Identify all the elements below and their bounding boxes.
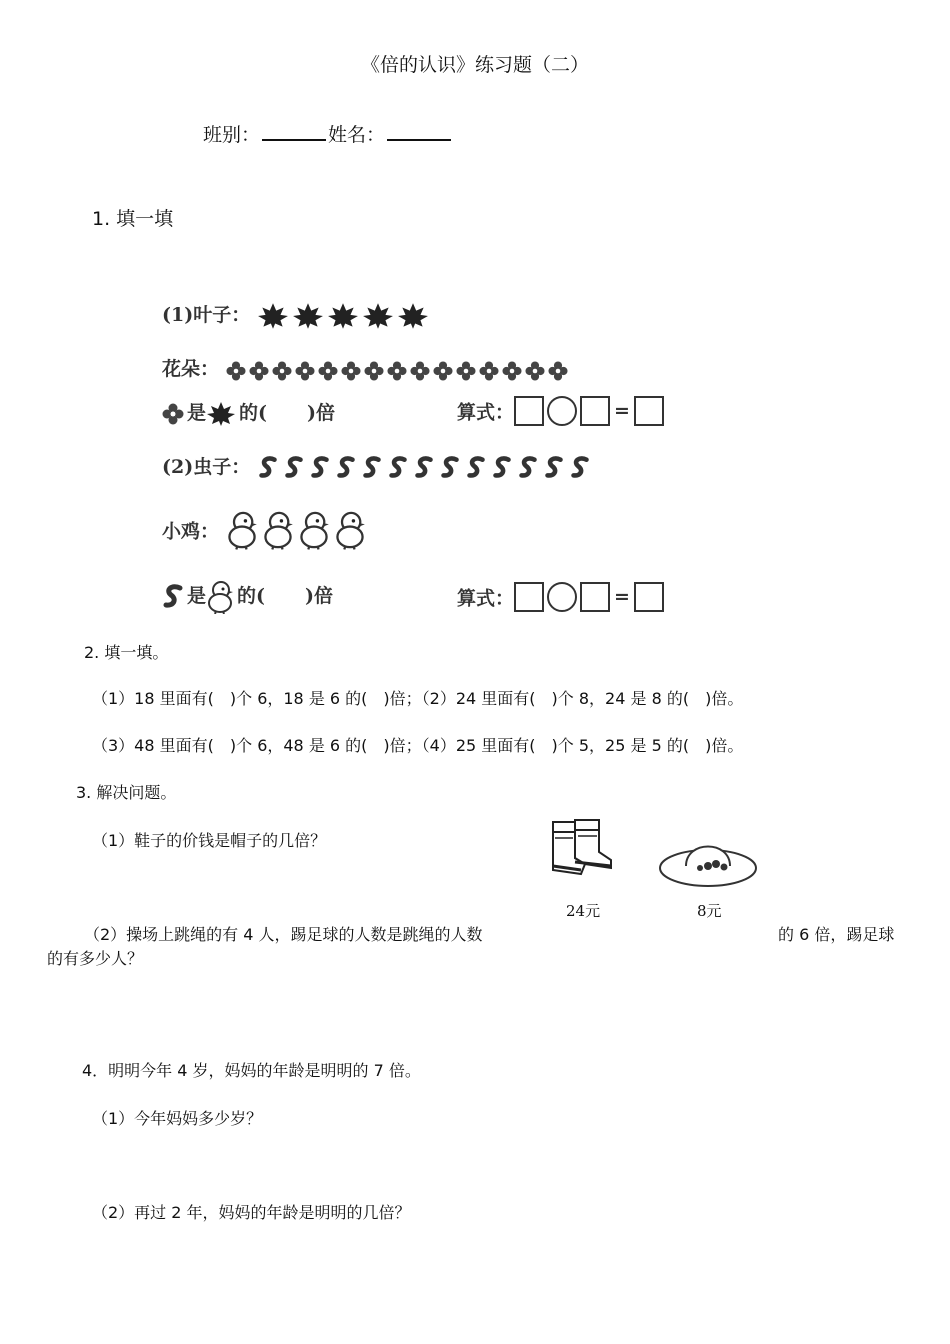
worm-row-label: (2)虫子： — [162, 456, 251, 478]
formula-box[interactable] — [580, 396, 610, 426]
worm-icon — [257, 456, 279, 480]
flower-row-label: 花朵： — [162, 358, 220, 380]
equals-sign: = — [614, 400, 630, 422]
q3-heading: 3. 解决问题。 — [76, 783, 177, 802]
boots-picture — [545, 818, 617, 888]
flower-icon — [162, 403, 184, 425]
class-label: 班别： — [203, 124, 261, 146]
chick-icon — [206, 580, 234, 614]
worm-icon — [569, 456, 591, 480]
worm-chick-question — [162, 580, 333, 614]
worm-icon — [465, 456, 487, 480]
flower-icon — [410, 361, 430, 381]
worm-icon — [335, 456, 357, 480]
maple-leaf-icon — [292, 302, 324, 330]
flower-icon — [548, 361, 568, 381]
flower-icon — [226, 361, 246, 381]
q3-sub1: （1）鞋子的价钱是帽子的几倍？ — [92, 831, 327, 850]
leaf-group — [257, 302, 432, 330]
boots-icon — [545, 818, 617, 888]
q1-heading: 1. 填一填 — [92, 208, 174, 230]
formula-label: 算式： — [457, 401, 515, 424]
is-text: 是 — [187, 402, 207, 424]
worm-icon — [517, 456, 539, 480]
operator-circle[interactable] — [547, 396, 577, 426]
chick-row-label: 小鸡： — [162, 520, 220, 543]
times-text: )倍 — [307, 402, 336, 424]
formula-label: 算式： — [457, 587, 515, 610]
flower-icon — [341, 361, 361, 381]
flower-icon — [364, 361, 384, 381]
name-blank[interactable] — [387, 121, 451, 141]
formula-2 — [457, 582, 664, 612]
operator-circle[interactable] — [547, 582, 577, 612]
chick-icon — [262, 510, 294, 550]
q2-heading: 2. 填一填。 — [84, 643, 169, 662]
formula-box[interactable] — [514, 582, 544, 612]
worm-row — [162, 452, 595, 480]
formula-box[interactable] — [580, 582, 610, 612]
chick-icon — [298, 510, 330, 550]
flower-icon — [387, 361, 407, 381]
worm-group — [257, 456, 595, 480]
worm-icon — [543, 456, 565, 480]
leaf-row — [162, 300, 432, 330]
times-text: )倍 — [305, 585, 334, 607]
flower-icon — [249, 361, 269, 381]
boots-price: 24元 — [566, 902, 601, 920]
maple-leaf-icon — [397, 302, 429, 330]
is-text: 是 — [187, 585, 207, 607]
leaf-row-label: (1)叶子： — [162, 304, 251, 326]
worm-icon — [309, 456, 331, 480]
worm-icon — [162, 584, 184, 610]
hat-picture — [658, 828, 758, 890]
flower-icon — [272, 361, 292, 381]
flower-icon — [433, 361, 453, 381]
flower-icon — [456, 361, 476, 381]
q4-sub2: （2）再过 2 年，妈妈的年龄是明明的几倍？ — [92, 1203, 411, 1222]
q3-sub2-part-a: （2）操场上跳绳的有 4 人，踢足球的人数是跳绳的人数 — [84, 925, 483, 944]
chick-row — [162, 510, 370, 550]
student-info-line — [203, 120, 453, 147]
maple-leaf-icon — [327, 302, 359, 330]
formula-1 — [457, 396, 664, 426]
maple-leaf-icon — [257, 302, 289, 330]
q4-sub1: （1）今年妈妈多少岁？ — [92, 1109, 263, 1128]
worm-icon — [361, 456, 383, 480]
worm-icon — [413, 456, 435, 480]
result-box[interactable] — [634, 396, 664, 426]
q3-sub2-part-b: 的 6 倍，踢足球 — [778, 925, 895, 944]
of-text: 的( — [237, 585, 266, 607]
of-text: 的( — [239, 402, 268, 424]
flower-icon — [502, 361, 522, 381]
hat-icon — [658, 828, 758, 890]
flower-icon — [525, 361, 545, 381]
worm-icon — [283, 456, 305, 480]
q3-sub2-part-c: 的有多少人？ — [47, 949, 144, 968]
worm-icon — [491, 456, 513, 480]
hat-price: 8元 — [697, 902, 722, 920]
maple-leaf-icon — [362, 302, 394, 330]
chick-group — [226, 510, 370, 550]
worksheet-title: 《倍的认识》练习题（二） — [360, 54, 589, 76]
flower-icon — [295, 361, 315, 381]
equals-sign: = — [614, 586, 630, 608]
worm-icon — [387, 456, 409, 480]
leaf-flower-question — [162, 398, 335, 427]
class-blank[interactable] — [262, 121, 326, 141]
q4-heading: 4．明明今年 4 岁，妈妈的年龄是明明的 7 倍。 — [82, 1061, 421, 1080]
flower-group — [226, 359, 571, 381]
chick-icon — [334, 510, 366, 550]
worm-icon — [439, 456, 461, 480]
flower-icon — [479, 361, 499, 381]
result-box[interactable] — [634, 582, 664, 612]
formula-box[interactable] — [514, 396, 544, 426]
name-label: 姓名： — [328, 124, 386, 146]
chick-icon — [226, 510, 258, 550]
flower-row — [162, 354, 571, 381]
maple-leaf-icon — [206, 401, 236, 427]
q2-line-2: （3）48 里面有( )个 6，48 是 6 的( )倍；（4）25 里面有( )个 5，25 是 5 的( )倍。 — [92, 736, 744, 755]
flower-icon — [318, 361, 338, 381]
q2-line-1: （1）18 里面有( )个 6，18 是 6 的( )倍；（2）24 里面有( )个 8，24 是 8 的( )倍。 — [92, 689, 744, 708]
